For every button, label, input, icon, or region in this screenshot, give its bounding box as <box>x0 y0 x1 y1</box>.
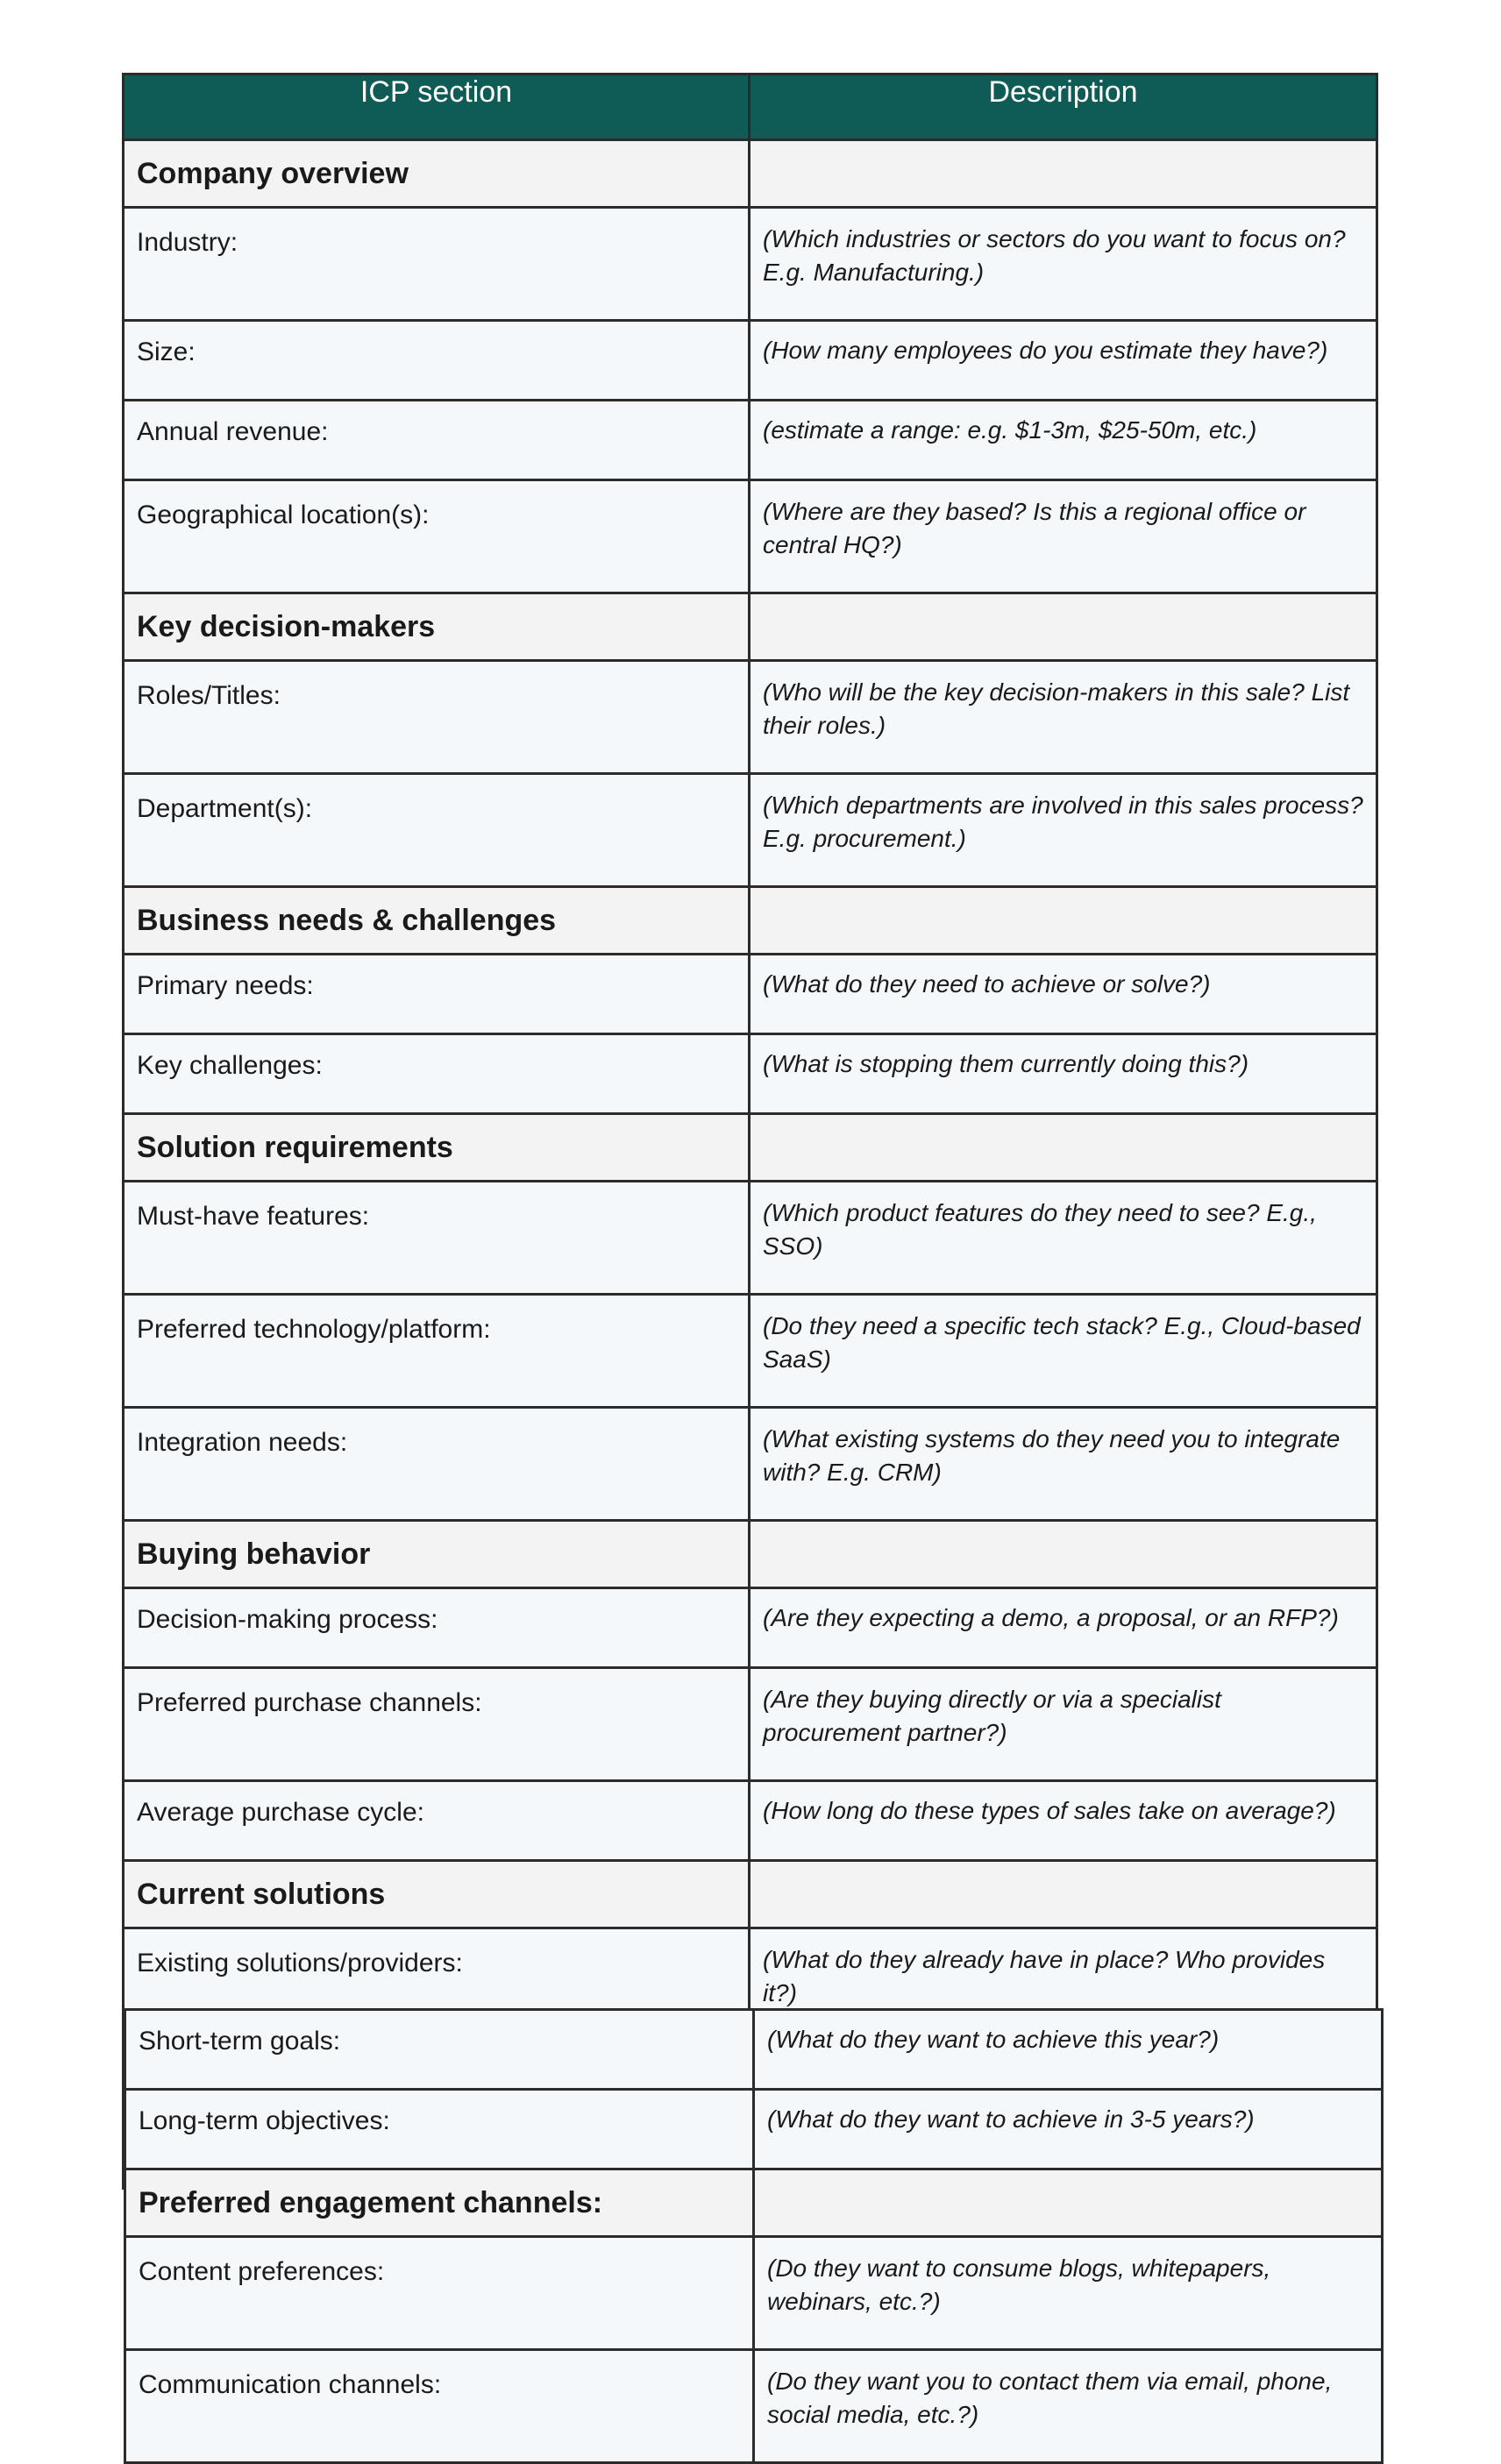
section-desc-empty <box>750 140 1377 208</box>
table-header-row <box>124 75 1377 140</box>
row-label: Roles/Titles: <box>124 661 750 774</box>
section-title: Current solutions <box>124 1861 750 1928</box>
table-row <box>124 1588 1377 1668</box>
section-desc-empty <box>750 1861 1377 1928</box>
row-description: (Do they want you to contact them via email, phone, social media, etc.?) <box>754 2350 1383 2463</box>
row-label: Preferred purchase channels: <box>124 1668 750 1781</box>
row-description: (Where are they based? Is this a regional office or central HQ?) <box>750 480 1377 593</box>
header-icp-section: ICP section <box>124 75 750 140</box>
table-row <box>124 480 1377 593</box>
row-label: Integration needs: <box>124 1408 750 1521</box>
section-title: Business needs & challenges <box>124 887 750 955</box>
row-label: Department(s): <box>124 774 750 887</box>
row-description: (How many employees do you estimate they have?) <box>750 321 1377 401</box>
table-row <box>124 401 1377 480</box>
table-row <box>124 1781 1377 1861</box>
section-desc-empty <box>750 593 1377 661</box>
table-row <box>124 1295 1377 1408</box>
section-row-company-overview <box>124 140 1377 208</box>
table-row <box>124 1182 1377 1295</box>
section-desc-empty <box>754 2169 1383 2237</box>
section-row-buying-behavior <box>124 1521 1377 1588</box>
row-label: Existing solutions/providers: <box>124 1928 750 2041</box>
row-description: (What is stopping them currently doing this?) <box>750 1034 1377 1114</box>
row-description: (Who will be the key decision-makers in this sale? List their roles.) <box>750 661 1377 774</box>
section-desc-empty <box>750 1521 1377 1588</box>
row-description: (Which industries or sectors do you want to focus on? E.g. Manufacturing.) <box>750 208 1377 321</box>
row-description: (Do they want to consume blogs, whitepapers, webinars, etc.?) <box>754 2237 1383 2350</box>
table-row <box>124 1034 1377 1114</box>
table-row <box>125 2090 1383 2169</box>
section-row-current-solutions <box>124 1861 1377 1928</box>
icp-table <box>122 73 1378 2190</box>
section-title: Key decision-makers <box>124 593 750 661</box>
section-title: Solution requirements <box>124 1114 750 1182</box>
table-row <box>124 774 1377 887</box>
row-description: (How long do these types of sales take on average?) <box>750 1781 1377 1861</box>
section-desc-empty <box>750 1114 1377 1182</box>
row-description: (estimate a range: e.g. $1-3m, $25-50m, etc.) <box>750 401 1377 480</box>
row-label: Average purchase cycle: <box>124 1781 750 1861</box>
row-description: (Are they expecting a demo, a proposal, or an RFP?) <box>750 1588 1377 1668</box>
table-row <box>125 2237 1383 2350</box>
section-title: Company overview <box>124 140 750 208</box>
section-title: Preferred engagement channels: <box>125 2169 754 2237</box>
row-description: (What do they want to achieve this year?) <box>754 2010 1383 2090</box>
row-label: Content preferences: <box>125 2237 754 2350</box>
row-label: Annual revenue: <box>124 401 750 480</box>
row-label: Geographical location(s): <box>124 480 750 593</box>
header-description: Description <box>750 75 1377 140</box>
row-label: Primary needs: <box>124 955 750 1034</box>
row-label: Decision-making process: <box>124 1588 750 1668</box>
table-row <box>125 2350 1383 2463</box>
row-label: Communication channels: <box>125 2350 754 2463</box>
section-row-solution-requirements <box>124 1114 1377 1182</box>
row-description: (What do they already have in place? Who provides it?) <box>750 1928 1377 2041</box>
row-label: Must-have features: <box>124 1182 750 1295</box>
row-description: (What do they want to achieve in 3-5 years?) <box>754 2090 1383 2169</box>
section-row-key-decision-makers <box>124 593 1377 661</box>
section-title: Buying behavior <box>124 1521 750 1588</box>
table-row <box>124 208 1377 321</box>
row-description: (What do they need to achieve or solve?) <box>750 955 1377 1034</box>
table-row <box>125 2010 1383 2090</box>
table-row <box>124 955 1377 1034</box>
row-label: Preferred technology/platform: <box>124 1295 750 1408</box>
table-row <box>124 1408 1377 1521</box>
row-description: (Which product features do they need to see? E.g., SSO) <box>750 1182 1377 1295</box>
row-description: (Do they need a specific tech stack? E.g., Cloud-based SaaS) <box>750 1295 1377 1408</box>
row-description: (What existing systems do they need you to integrate with? E.g. CRM) <box>750 1408 1377 1521</box>
row-label: Size: <box>124 321 750 401</box>
icp-table-continued <box>124 2008 1384 2464</box>
row-label: Key challenges: <box>124 1034 750 1114</box>
row-label: Long-term objectives: <box>125 2090 754 2169</box>
row-label: Industry: <box>124 208 750 321</box>
table-row <box>124 321 1377 401</box>
table-row <box>124 661 1377 774</box>
section-row-business-needs <box>124 887 1377 955</box>
section-row-engagement-channels <box>125 2169 1383 2237</box>
row-label: Short-term goals: <box>125 2010 754 2090</box>
row-description: (Are they buying directly or via a specialist procurement partner?) <box>750 1668 1377 1781</box>
table-row <box>124 1668 1377 1781</box>
section-desc-empty <box>750 887 1377 955</box>
row-description: (Which departments are involved in this sales process? E.g. procurement.) <box>750 774 1377 887</box>
